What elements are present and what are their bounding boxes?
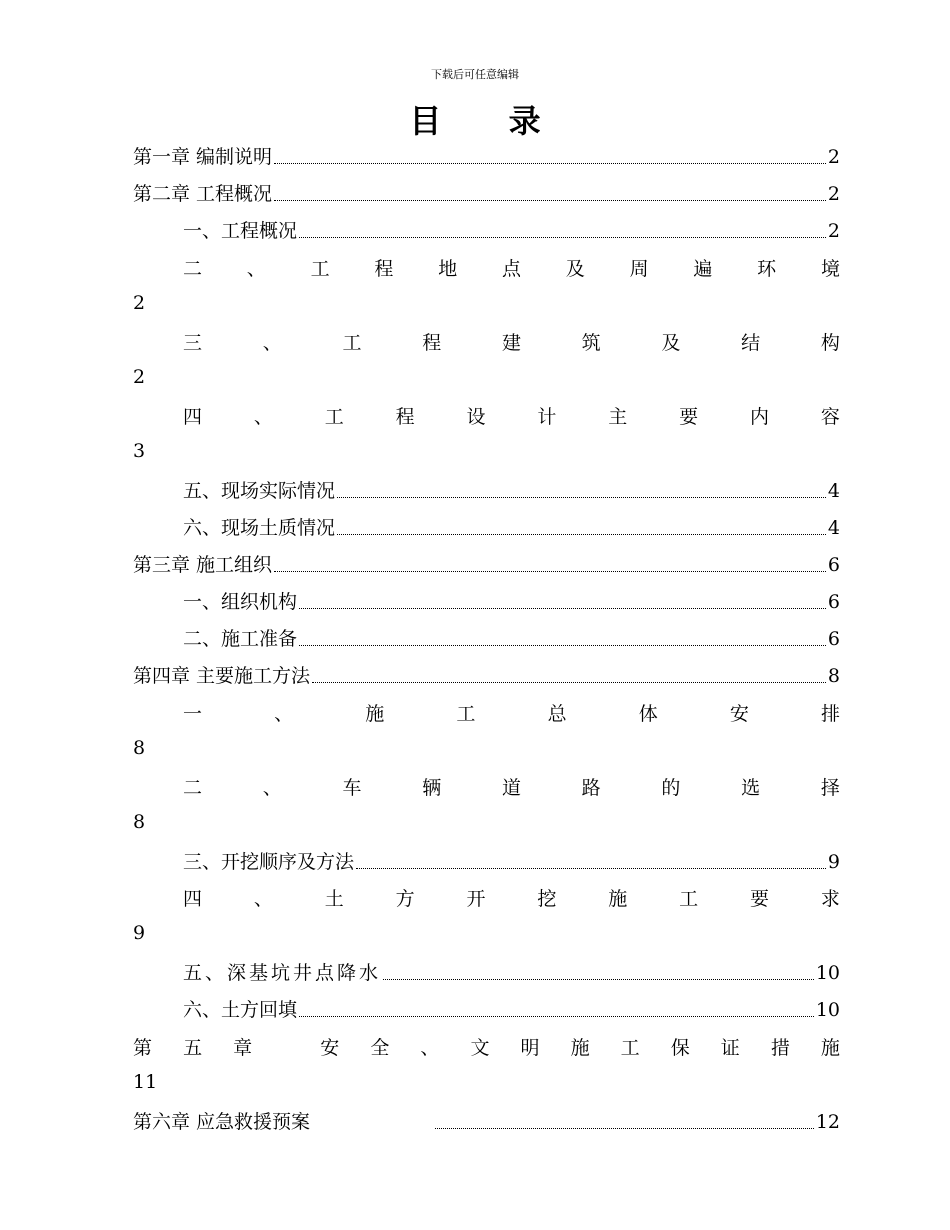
- leader-dots: [356, 867, 826, 869]
- toc-entry[interactable]: [133, 175, 840, 205]
- toc-entry-page: 2: [827, 183, 840, 205]
- toc-entry-label: 第二章 工程概况: [133, 183, 273, 205]
- page-header: 下载后可任意编辑: [431, 68, 519, 81]
- toc-entry-page: 4: [827, 480, 840, 502]
- toc-entry-page: 11: [133, 1071, 158, 1093]
- toc-entry-page: 8: [133, 811, 146, 833]
- toc-entry-justified[interactable]: 一 、 施 工 总 体 安 排: [183, 703, 840, 725]
- toc-entry[interactable]: [183, 212, 840, 242]
- toc-entry-page: 6: [827, 591, 840, 613]
- toc-entry[interactable]: [183, 509, 840, 539]
- toc-entry-label: 六、现场土质情况: [183, 517, 336, 539]
- leader-dots: [435, 1127, 814, 1129]
- toc-entry-label: 二、施工准备: [183, 628, 298, 650]
- toc-entry[interactable]: [133, 1103, 840, 1133]
- toc-entry-label: 六、土方回填: [183, 999, 298, 1021]
- toc-entry-label: 第一章 编制说明: [133, 146, 273, 168]
- toc-entry-label: 第三章 施工组织: [133, 554, 273, 576]
- toc-entry-justified[interactable]: 第 五 章 安 全 、 文 明 施 工 保 证 措 施: [133, 1037, 840, 1059]
- toc-entry-label: 一、工程概况: [183, 220, 298, 242]
- leader-dots: [274, 199, 826, 201]
- toc-entry-page: 2: [133, 366, 146, 388]
- toc-entry[interactable]: [133, 546, 840, 576]
- toc-entry-page: 9: [133, 922, 146, 944]
- toc-entry-page: 12: [815, 1111, 840, 1133]
- toc-entry[interactable]: [183, 472, 840, 502]
- toc-entry[interactable]: [183, 991, 840, 1021]
- leader-dots: [299, 607, 826, 609]
- page-title: 目 录: [409, 102, 569, 140]
- toc-entry-justified[interactable]: 四 、 土 方 开 挖 施 工 要 求: [183, 888, 840, 910]
- toc-entry-label: 第六章 应急救援预案: [133, 1111, 311, 1133]
- leader-dots: [383, 978, 814, 980]
- toc-entry[interactable]: [183, 620, 840, 650]
- leader-dots: [274, 162, 826, 164]
- toc-entry-page: 6: [827, 628, 840, 650]
- leader-dots: [299, 644, 826, 646]
- toc-entry-page: 6: [827, 554, 840, 576]
- toc-entry[interactable]: [183, 954, 840, 984]
- toc-entry-page: 3: [133, 440, 146, 462]
- leader-dots: [312, 681, 826, 683]
- leader-dots: [337, 496, 826, 498]
- toc-entry[interactable]: [183, 583, 840, 613]
- toc-entry-page: 8: [133, 737, 146, 759]
- toc-entry-justified[interactable]: 二 、 工 程 地 点 及 周 遍 环 境: [183, 258, 840, 280]
- toc-entry-page: 9: [827, 851, 840, 873]
- leader-dots: [299, 1015, 814, 1017]
- toc-entry-label: 五、现场实际情况: [183, 480, 336, 502]
- toc-entry-justified[interactable]: 三 、 工 程 建 筑 及 结 构: [183, 332, 840, 354]
- toc-entry-page: 10: [815, 999, 840, 1021]
- leader-dots: [337, 533, 826, 535]
- toc-entry[interactable]: [183, 843, 840, 873]
- toc-entry-justified[interactable]: 四 、 工 程 设 计 主 要 内 容: [183, 406, 840, 428]
- toc-entry-page: 8: [827, 665, 840, 687]
- toc-entry[interactable]: [133, 138, 840, 168]
- toc-entry-page: 2: [133, 292, 146, 314]
- toc-entry-page: 2: [827, 146, 840, 168]
- toc-entry-page: 2: [827, 220, 840, 242]
- leader-dots: [274, 570, 826, 572]
- toc-entry[interactable]: [133, 657, 840, 687]
- toc-entry-justified[interactable]: 二 、 车 辆 道 路 的 选 择: [183, 777, 840, 799]
- toc-entry-label: 三、开挖顺序及方法: [183, 851, 355, 873]
- toc-entry-page: 4: [827, 517, 840, 539]
- toc-entry-label: 五、深基坑井点降水: [183, 962, 382, 984]
- leader-dots: [299, 236, 826, 238]
- toc-entry-label: 第四章 主要施工方法: [133, 665, 311, 687]
- toc-entry-page: 10: [815, 962, 840, 984]
- toc-entry-label: 一、组织机构: [183, 591, 298, 613]
